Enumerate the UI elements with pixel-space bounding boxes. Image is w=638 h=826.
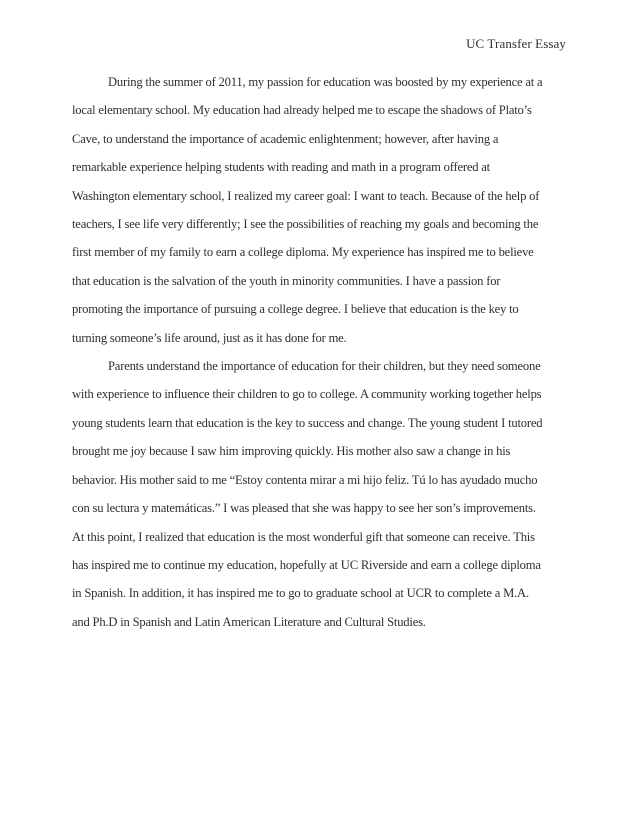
essay-line: in Spanish. In addition, it has inspired me to go to graduate school at UCR to complete a M.A. [72,586,529,601]
essay-line: has inspired me to continue my education, hopefully at UC Riverside and earn a college diploma [72,557,541,572]
essay-line: promoting the importance of pursuing a college degree. I believe that education is the key to [72,302,519,317]
essay-line: first member of my family to earn a college diploma. My experience has inspired me to believe [72,245,534,260]
page-header-title: UC Transfer Essay [466,36,566,51]
essay-line: Washington elementary school, I realized my career goal: I want to teach. Because of the help of [72,188,540,203]
essay-line: that education is the salvation of the youth in minority communities. I have a passion for [72,273,501,288]
essay-line: young students learn that education is the key to success and change. The young student I tutored [72,415,543,430]
essay-line: with experience to influence their children to go to college. A community working together helps [72,387,542,402]
essay-line: brought me joy because I saw him improving quickly. His mother also saw a change in his [72,444,511,459]
essay-line: teachers, I see life very differently; I see the possibilities of reaching my goals and becoming the [72,217,539,232]
essay-line: con su lectura y matemáticas.” I was pleased that she was happy to see her son’s improvements. [72,501,536,516]
essay-line: turning someone’s life around, just as it has done for me. [72,330,347,345]
essay-line: At this point, I realized that education is the most wonderful gift that someone can receive. This [72,529,535,544]
essay-body [72,68,572,636]
essay-line: During the summer of 2011, my passion for education was boosted by my experience at a [108,75,543,89]
essay-line: and Ph.D in Spanish and Latin American Literature and Cultural Studies. [72,614,426,629]
essay-line: Parents understand the importance of education for their children, but they need someone [108,359,541,374]
essay-line: behavior. His mother said to me “Estoy contenta mirar a mi hijo feliz. Tú lo has ayudado mucho [72,472,538,487]
essay-line: Cave, to understand the importance of academic enlightenment; however, after having a [72,131,499,146]
essay-line: remarkable experience helping students with reading and math in a program offered at [72,160,490,175]
essay-line: local elementary school. My education had already helped me to escape the shadows of Plato’s [72,103,532,118]
